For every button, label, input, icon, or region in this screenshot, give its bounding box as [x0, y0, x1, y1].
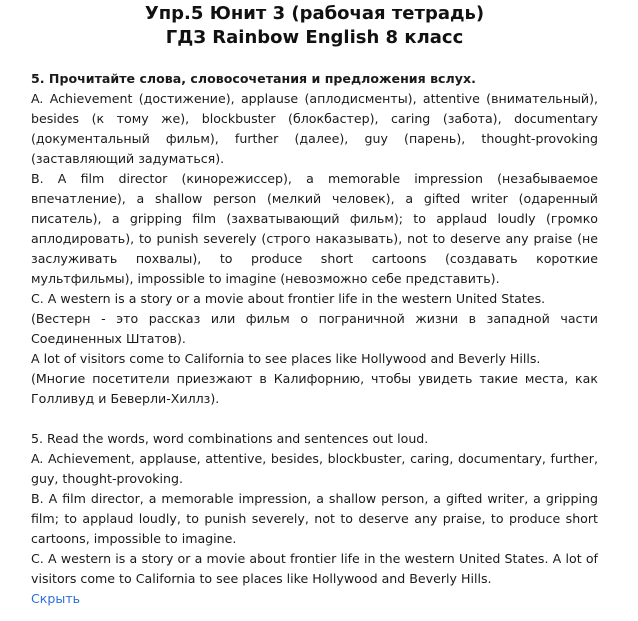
page-title: Упр.5 Юнит 3 (рабочая тетрадь) [144, 3, 485, 24]
exercise-content [31, 69, 598, 609]
page-subtitle: ГДЗ Rainbow English 8 класс [165, 27, 464, 48]
russian-task-heading: 5. Прочитайте слова, словосочетания и предложения вслух. [31, 71, 476, 86]
russian-part-c-translation-1: (Вестерн - это рассказ или фильм о пограничной жизни в западной части Соединенных Штатов). [31, 311, 598, 346]
hide-link[interactable]: Скрыть [31, 591, 81, 606]
russian-part-b: B. A film director (кинорежиссер), a memorable impression (незабываемое впечатление), a shallow person (мелкий человек), a gifted writer (одаренный писатель), a gripping film (захватывающий фильм); to applaud loudly (громко аплодировать), to punish severely (строго наказывать), not to deserve any praise (не заслуживать похвалы), to produce short cartoons (создавать короткие мультфильмы), impossible to imagine (невозможно себе представить). [31, 171, 598, 286]
english-task-heading: 5. Read the words, word combinations and sentences out loud. [31, 431, 429, 446]
section-spacer [31, 409, 598, 429]
exercise-page [31, 0, 598, 609]
english-part-c: C. A western is a story or a movie about frontier life in the western United States. A lot of visitors come to California to see places like Hollywood and Beverly Hills. [31, 551, 598, 586]
english-part-a: A. Achievement, applause, attentive, besides, blockbuster, caring, documentary, further, guy, thought-provoking. [31, 451, 598, 486]
russian-part-a: A. Achievement (достижение), applause (аплодисменты), attentive (внимательный), besides (к тому же), blockbuster (блокбастер), caring (забота), documentary (документальный фильм), further (далее), guy (парень), thought-provoking (заставляющий задуматься). [31, 91, 598, 166]
russian-part-c-sentence-1: C. A western is a story or a movie about frontier life in the western United States. [31, 291, 546, 306]
english-part-b: B. A film director, a memorable impression, a shallow person, a gifted writer, a gripping film; to applaud loudly, to punish severely, not to deserve any praise, to produce short cartoons, impossible to imagine. [31, 491, 598, 546]
russian-part-c-translation-2: (Многие посетители приезжают в Калифорнию, чтобы увидеть такие места, как Голливуд и Беверли-Хиллз). [31, 371, 598, 406]
russian-part-c-sentence-2: A lot of visitors come to California to see places like Hollywood and Beverly Hills. [31, 351, 541, 366]
